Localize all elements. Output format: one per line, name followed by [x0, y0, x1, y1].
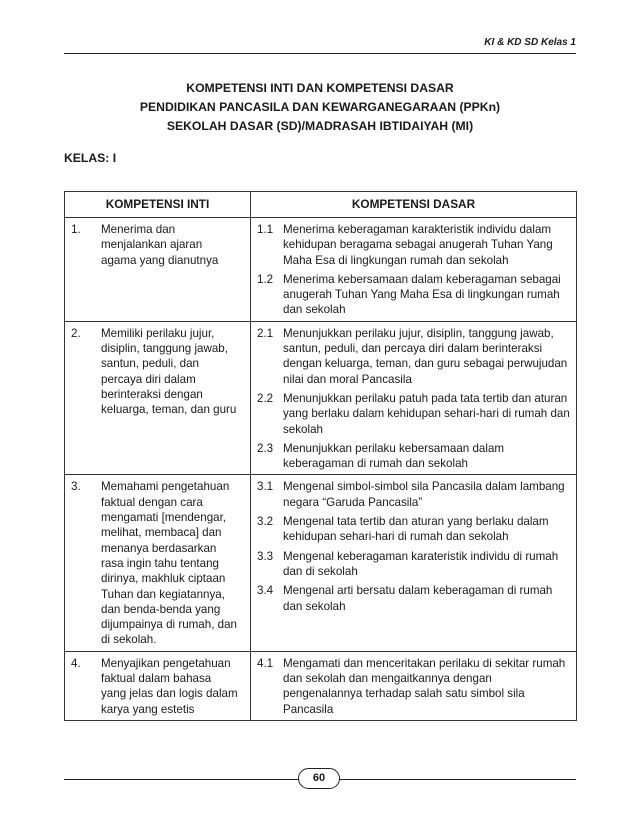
table-row — [65, 218, 577, 322]
kd-cell — [251, 321, 577, 475]
kd-number: 1.2 — [257, 272, 274, 286]
kd-cell — [251, 475, 577, 651]
kd-item — [257, 326, 570, 387]
ki-text: Menyajikan pengetahuan faktual dalam bahasa yang jelas dan logis dalam karya yang estetis — [101, 656, 238, 716]
kd-item — [257, 272, 570, 318]
ki-column-header: KOMPETENSI INTI — [65, 192, 251, 218]
kd-number: 2.3 — [257, 441, 274, 455]
kd-number: 3.4 — [257, 584, 274, 598]
document-title-block — [64, 79, 576, 136]
kd-number: 2.2 — [257, 391, 274, 405]
kd-text: Menerima keberagaman karakteristik individu dalam kehidupan beragama sebagai anugerah Tuhan Yang Maha Esa di lingkungan rumah dan sekolah — [283, 223, 553, 267]
kd-text: Mengenal tata tertib dan aturan yang berlaku dalam kehidupan sehari-hari di rumah dan sekolah — [283, 515, 549, 544]
title-line-2: PENDIDIKAN PANCASILA DAN KEWARGANEGARAAN (PPKn) — [139, 100, 501, 114]
ki-number: 1. — [71, 223, 81, 236]
kd-number: 3.1 — [257, 480, 274, 494]
kd-number: 4.1 — [257, 656, 274, 670]
kd-item — [257, 549, 570, 580]
table-header-row — [65, 192, 577, 218]
kd-item — [257, 222, 570, 268]
ki-text: Menerima dan menjalankan ajaran agama yang dianutnya — [101, 223, 219, 267]
title-line-3: SEKOLAH DASAR (SD)/MADRASAH IBTIDAIYAH (MI) — [166, 119, 474, 133]
table-row — [65, 321, 577, 475]
ki-cell — [65, 651, 251, 720]
kd-cell — [251, 218, 577, 322]
kd-number: 3.2 — [257, 515, 274, 529]
kd-text: Mengenal keberagaman karateristik individu di rumah dan di sekolah — [283, 549, 559, 578]
kd-item — [257, 441, 570, 472]
kd-text: Menunjukkan perilaku kebersamaan dalam keberagaman di rumah dan sekolah — [283, 441, 505, 471]
kd-number: 1.1 — [257, 223, 274, 236]
kd-number: 3.3 — [257, 549, 274, 563]
kd-item — [257, 583, 570, 614]
ki-text: Memiliki perilaku jujur, disiplin, tanggung jawab, santun, peduli, dan percaya diri dalam berinteraksi dengan keluarga, teman, dan guru — [101, 326, 237, 417]
ki-number: 2. — [71, 326, 81, 340]
ki-number: 3. — [71, 480, 81, 494]
kd-item — [257, 656, 570, 717]
ki-cell — [65, 475, 251, 651]
kd-item — [257, 479, 570, 510]
ki-cell — [65, 218, 251, 322]
title-line-1: KOMPETENSI INTI DAN KOMPETENSI DASAR — [186, 81, 454, 95]
table-row — [65, 651, 577, 720]
kd-text: Menunjukkan perilaku jujur, disiplin, tanggung jawab, santun, peduli, dan percaya diri dalam berinteraksi dengan keluarga, teman, dan guru sebagai perwujudan nilai dan moral Pancasila — [283, 326, 568, 386]
kd-cell — [251, 651, 577, 720]
ki-text: Memahami pengetahuan faktual dengan cara mengamati [mendengar, melihat, membaca] dan menanya berdasarkan rasa ingin tahu tentang dirinya, makhluk ciptaan Tuhan dan kegiatannya, dan benda-benda yang dijumpainya di rumah, dan di sekolah. — [101, 480, 237, 647]
kd-text: Mengenal simbol-simbol sila Pancasila dalam lambang negara “Garuda Pancasila” — [283, 480, 565, 509]
kd-column-header: KOMPETENSI DASAR — [251, 192, 577, 218]
competency-table — [64, 191, 577, 721]
header-divider — [64, 53, 576, 54]
table-row — [65, 475, 577, 651]
class-label: KELAS: I — [64, 151, 117, 165]
kd-text: Menunjukkan perilaku patuh pada tata tertib dan aturan yang berlaku dalam kehidupan sehari-hari di rumah dan sekolah — [283, 391, 570, 436]
kd-item — [257, 514, 570, 545]
kd-item — [257, 391, 570, 437]
running-header: KI & KD SD Kelas 1 — [484, 37, 576, 48]
kd-text: Menerima kebersamaan dalam keberagaman sebagai anugerah Tuhan Yang Maha Esa di lingkungan rumah dan sekolah — [283, 272, 561, 317]
kd-number: 2.1 — [257, 326, 274, 340]
kd-text: Mengamati dan menceritakan perilaku di sekitar rumah dan sekolah dan mengaitkannya dengan pengenalannya terhadap salah satu simbol sila Pancasila — [283, 656, 566, 716]
ki-number: 4. — [71, 656, 81, 670]
kd-text: Mengenal arti bersatu dalam keberagaman di rumah dan sekolah — [283, 584, 553, 613]
page-number: 60 — [298, 768, 340, 789]
ki-cell — [65, 321, 251, 475]
